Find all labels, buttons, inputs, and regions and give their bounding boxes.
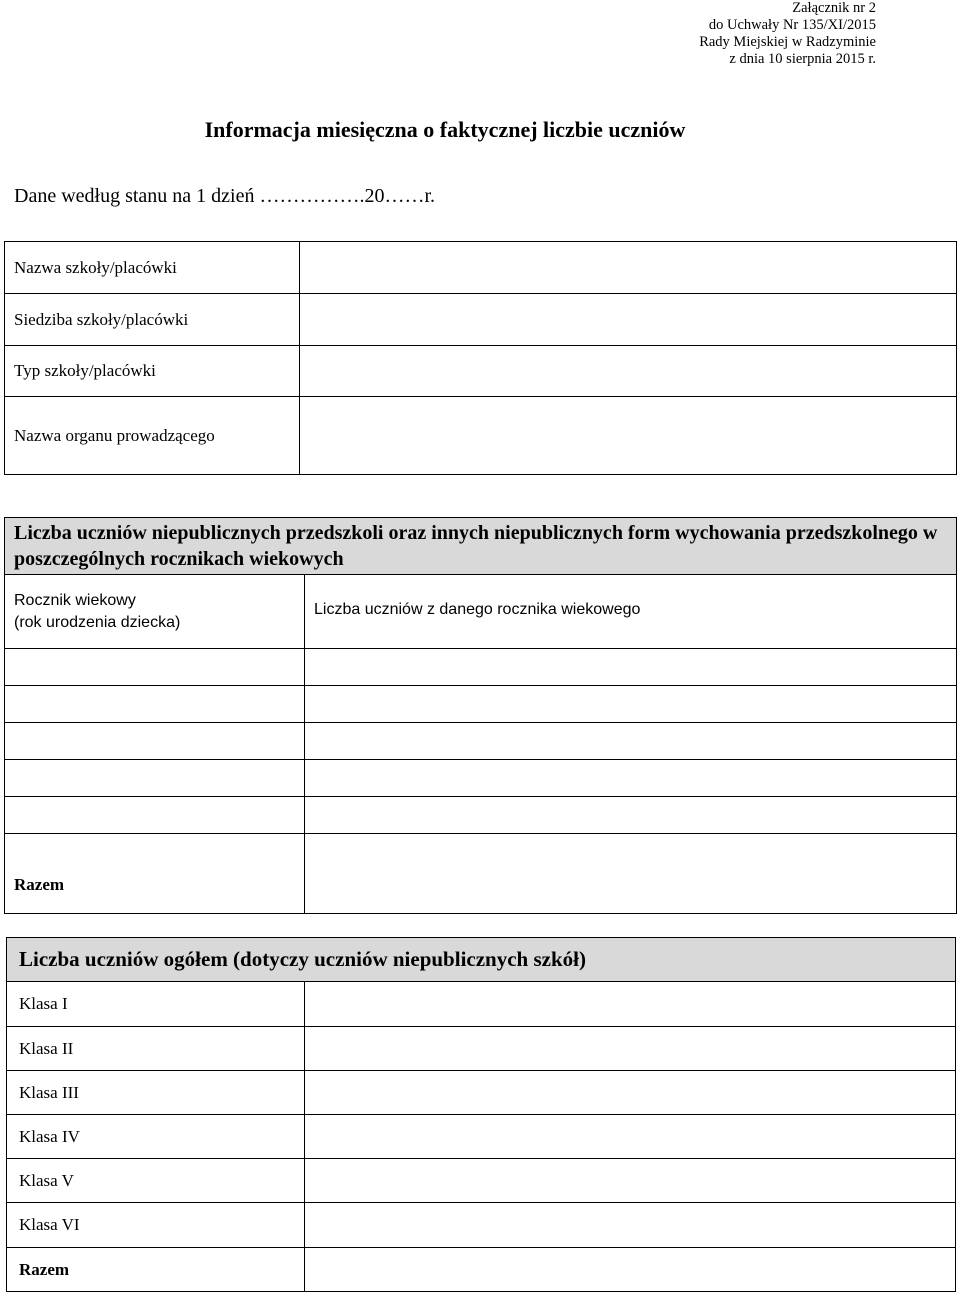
school-name-field[interactable]: [300, 242, 957, 294]
birth-year-header-line2: (rok urodzenia dziecka): [14, 613, 181, 631]
class-count-cell[interactable]: [305, 982, 956, 1027]
annex-number: Załącznik nr 2: [792, 0, 876, 16]
table-row: [7, 1071, 956, 1115]
class-count-cell[interactable]: [305, 1203, 956, 1248]
school-type-label: Typ szkoły/placówki: [5, 346, 300, 397]
table-row: [5, 797, 957, 834]
birth-year-cell[interactable]: [5, 686, 305, 723]
document-title: Informacja miesięczna o faktycznej liczbie uczniów: [204, 117, 686, 142]
class-label: Klasa VI: [7, 1203, 305, 1248]
class-label: Klasa II: [7, 1027, 305, 1071]
table-row: [5, 760, 957, 797]
table-row: [5, 723, 957, 760]
table-row: [7, 1115, 956, 1159]
table-row: [5, 242, 957, 294]
kindergarten-table: [4, 517, 957, 914]
table-row: [7, 1159, 956, 1203]
kindergarten-heading: Liczba uczniów niepublicznych przedszkoli oraz innych niepublicznych form wychowania przedszkolnego w poszczególnych rocznikach wiekowych: [5, 518, 957, 575]
governing-body-field[interactable]: [300, 397, 957, 475]
birth-year-cell[interactable]: [5, 760, 305, 797]
table-row: [5, 294, 957, 346]
pupil-count-cell[interactable]: [305, 686, 957, 723]
table-row: [5, 834, 957, 914]
school-seat-label: Siedziba szkoły/placówki: [5, 294, 300, 346]
school-name-label: Nazwa szkoły/placówki: [5, 242, 300, 294]
pupil-count-cell[interactable]: [305, 649, 957, 686]
annex-header: [699, 0, 876, 68]
resolution-date: z dnia 10 sierpnia 2015 r.: [729, 51, 876, 67]
pupils-total-cell[interactable]: [305, 1248, 956, 1292]
table-row: [7, 1027, 956, 1071]
resolution-number: do Uchwały Nr 135/XI/2015: [708, 17, 876, 33]
governing-body-label: Nazwa organu prowadzącego: [5, 397, 300, 475]
pupils-total-label: Razem: [7, 1248, 305, 1292]
pupil-count-cell[interactable]: [305, 797, 957, 834]
school-type-field[interactable]: [300, 346, 957, 397]
birth-year-cell[interactable]: [5, 649, 305, 686]
birth-year-column-header: [5, 575, 305, 649]
table-row: [5, 686, 957, 723]
pupils-table: [6, 937, 956, 1292]
table-row: [5, 397, 957, 475]
class-count-cell[interactable]: [305, 1159, 956, 1203]
class-label: Klasa I: [7, 982, 305, 1027]
pupil-count-cell[interactable]: [305, 723, 957, 760]
pupil-count-cell[interactable]: [305, 760, 957, 797]
table-row: [7, 1203, 956, 1248]
table-row: [5, 346, 957, 397]
class-count-cell[interactable]: [305, 1027, 956, 1071]
school-info-table: [4, 241, 957, 475]
table-row: [5, 518, 957, 575]
class-count-cell[interactable]: [305, 1115, 956, 1159]
table-row: [7, 938, 956, 982]
birth-year-cell[interactable]: [5, 797, 305, 834]
status-date-line: Dane według stanu na 1 dzień …………….20……r.: [14, 185, 436, 207]
table-row: [7, 1248, 956, 1292]
birth-year-header-line1: Rocznik wiekowy: [14, 591, 136, 609]
council-name: Rady Miejskiej w Radzyminie: [699, 34, 876, 50]
table-row: [7, 982, 956, 1027]
class-label: Klasa IV: [7, 1115, 305, 1159]
pupils-heading: Liczba uczniów ogółem (dotyczy uczniów niepublicznych szkół): [7, 938, 956, 982]
table-row: [5, 649, 957, 686]
class-label: Klasa III: [7, 1071, 305, 1115]
class-label: Klasa V: [7, 1159, 305, 1203]
kindergarten-total-label: Razem: [5, 834, 305, 914]
school-seat-field[interactable]: [300, 294, 957, 346]
pupil-count-column-header: Liczba uczniów z danego rocznika wiekowego: [305, 575, 957, 649]
birth-year-cell[interactable]: [5, 723, 305, 760]
table-row: [5, 575, 957, 649]
kindergarten-total-cell[interactable]: [305, 834, 957, 914]
class-count-cell[interactable]: [305, 1071, 956, 1115]
